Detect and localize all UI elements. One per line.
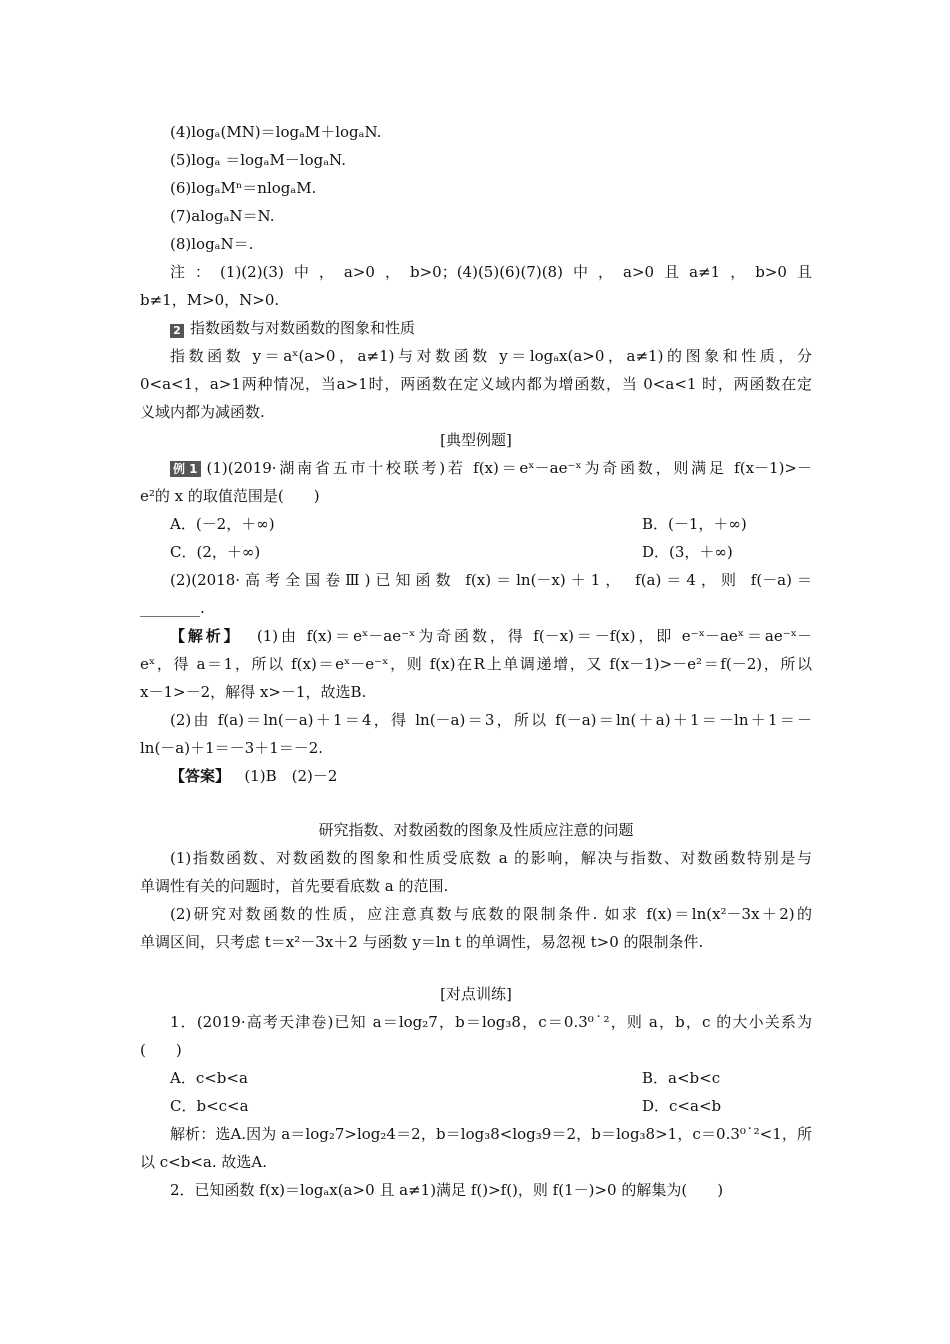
q1-option-row-2 (170, 1096, 812, 1116)
q1-solution-line-1: 解析：选A.因为 a＝log₂7>log₂4＝2，b＝log₃8<log₃9＝2，b＝log₃8>1，c＝0.3⁰˙²<1，所 (170, 1125, 812, 1143)
option-b: B．(－1，＋∞) (642, 515, 747, 533)
example-1-part-2-line-2: ________. (140, 599, 205, 617)
analysis-line-5: ln(－a)＋1＝－3＋1＝－2. (140, 739, 324, 757)
example-1-line-1 (170, 458, 812, 478)
answer-line (170, 766, 812, 786)
example-1-part-2-line-1: (2)(2018·高考全国卷Ⅲ)已知函数 f(x)＝ln(－x)＋1， f(a)＝4，则 f(－a)＝ (170, 571, 812, 589)
section-heading (170, 318, 812, 338)
q1-solution-line-2: 以 c<b<a. 故选A. (140, 1153, 267, 1171)
heading-study-notes: 研究指数、对数函数的图象及性质应注意的问题 (318, 821, 634, 839)
property-line-3: 义域内都为减函数. (140, 403, 265, 421)
answer-label: 【答案】 (170, 767, 231, 785)
answer-text: (1)B (2)－2 (244, 767, 338, 785)
heading-typical-examples: [典型例题] (440, 431, 512, 449)
question-1-line-1: 1．(2019·高考天津卷)已知 a＝log₂7，b＝log₃8，c＝0.3⁰˙²，则 a，b，c 的大小关系为 (170, 1013, 812, 1031)
analysis-line-1 (170, 626, 812, 646)
note-line-1: 注：(1)(2)(3)中，a>0，b>0；(4)(5)(6)(7)(8)中，a>0且a≠1，b>0且 (170, 263, 812, 281)
formula-5: (5)logₐ ＝logₐM－logₐN. (170, 151, 346, 169)
formula-7: (7)alogₐN＝N. (170, 207, 275, 225)
formula-6: (6)logₐMⁿ＝nlogₐM. (170, 179, 317, 197)
analysis-line-4: (2)由 f(a)＝ln(－a)＋1＝4，得 ln(－a)＝3，所以 f(－a)＝ln(＋a)＋1＝－ln＋1＝－ (170, 711, 812, 729)
example-1-line-2: e²的 x 的取值范围是( ) (140, 487, 320, 505)
property-line-2: 0<a<1，a>1两种情况，当a>1时，两函数在定义域内都为增函数，当 0<a<1 时，两函数在定 (140, 375, 812, 393)
section-number-badge: 2 (170, 324, 184, 338)
formula-8: (8)logₐN＝. (170, 235, 254, 253)
analysis-line-3: x－1>－2，解得 x>－1，故选B. (140, 683, 367, 701)
study-line-2: 单调性有关的问题时，首先要看底数 a 的范围. (140, 877, 449, 895)
q1-option-row-1 (170, 1068, 812, 1088)
option-a: A．(－2，＋∞) (170, 515, 275, 533)
example-badge: 例 1 (170, 461, 201, 477)
option-row-1 (170, 514, 812, 534)
note-line-2: b≠1，M>0，N>0. (140, 291, 280, 309)
option-d: D．(3，＋∞) (642, 543, 733, 561)
option-row-2 (170, 542, 812, 562)
analysis-text: (1)由 f(x)＝eˣ－ae⁻ˣ为奇函数，得 f(－x)＝－f(x)，即 e⁻ˣ－aeˣ＝ae⁻ˣ－ (256, 627, 812, 645)
option-c: C．(2，＋∞) (170, 543, 261, 561)
property-line-1: 指数函数 y＝aˣ(a>0，a≠1)与对数函数 y＝logₐx(a>0，a≠1)的图象和性质，分 (170, 347, 812, 365)
section-title: 指数函数与对数函数的图象和性质 (190, 319, 416, 337)
study-line-3: (2)研究对数函数的性质，应注意真数与底数的限制条件. 如求 f(x)＝ln(x²－3x＋2)的 (170, 905, 812, 923)
q1-option-b: B．a<b<c (642, 1069, 721, 1087)
question-1-line-2: ( ) (140, 1041, 182, 1059)
example-1-text: (1)(2019·湖南省五市十校联考)若 f(x)＝eˣ－ae⁻ˣ为奇函数，则满足 f(x－1)>－ (206, 459, 812, 477)
q1-option-a: A．c<b<a (170, 1069, 248, 1087)
heading-training: [对点训练] (440, 985, 512, 1003)
study-line-1: (1)指数函数、对数函数的图象和性质受底数 a 的影响，解决与指数、对数函数特别是与 (170, 849, 812, 867)
analysis-label: 【解析】 (170, 627, 242, 645)
study-line-4: 单调区间，只考虑 t＝x²－3x＋2 与函数 y＝ln t 的单调性，易忽视 t>0 的限制条件. (140, 933, 704, 951)
q1-option-c: C．b<c<a (170, 1097, 249, 1115)
formula-4: (4)logₐ(MN)＝logₐM＋logₐN. (170, 123, 382, 141)
analysis-line-2: eˣ，得 a＝1，所以 f(x)＝eˣ－e⁻ˣ，则 f(x)在R上单调递增，又 f(x－1)>－e²＝f(－2)，所以 (140, 655, 812, 673)
question-2-line-1: 2．已知函数 f(x)＝logₐx(a>0 且 a≠1)满足 f()>f()，则 f(1－)>0 的解集为( ) (170, 1181, 724, 1199)
q1-option-d: D．c<a<b (642, 1097, 722, 1115)
